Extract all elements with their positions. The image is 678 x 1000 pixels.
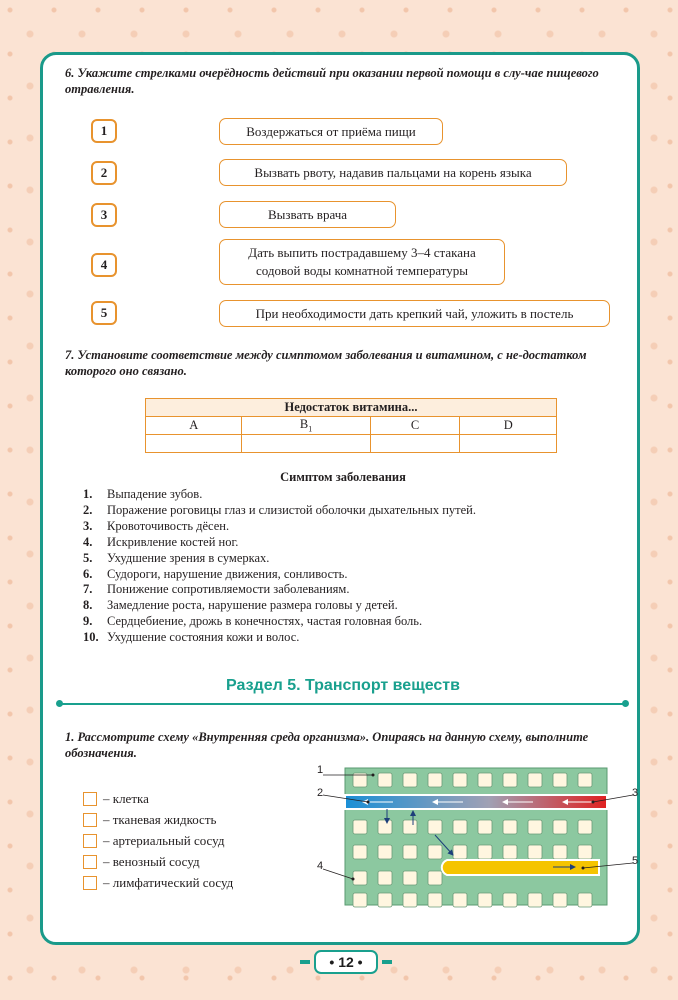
cell [403, 820, 417, 834]
cell [503, 893, 517, 907]
cell [553, 845, 567, 859]
section-title: Раздел 5. Транспорт веществ [226, 677, 460, 694]
step-number-4: 4 [91, 253, 117, 277]
cell [528, 845, 542, 859]
diagram-label-2: 2 [317, 787, 324, 799]
cell [478, 845, 492, 859]
cell [553, 820, 567, 834]
symptom-list [83, 487, 476, 646]
cell [578, 820, 592, 834]
action-box-call-doctor: Вызвать врача [219, 201, 396, 228]
diagram-label-5: 5 [632, 855, 639, 867]
cell [378, 845, 392, 859]
action-box-abstain-food: Воздержаться от приёма пищи [219, 118, 443, 145]
page-number: • 12 • [314, 950, 378, 974]
vitamin-table [145, 398, 557, 453]
cell [453, 820, 467, 834]
cell [478, 893, 492, 907]
footer-ornament-right [382, 960, 392, 964]
answer-checkbox[interactable] [83, 792, 97, 806]
legend-item-vein: – венозный сосуд [83, 851, 233, 872]
legend-list [83, 788, 233, 893]
cell [528, 893, 542, 907]
list-item: 4. Искривление костей ног. [83, 534, 239, 549]
cell [478, 820, 492, 834]
cell [428, 893, 442, 907]
vitamin-column-b1: $B_1$ [242, 417, 370, 435]
divider-dot-right [622, 700, 629, 707]
action-box-soda-water: Дать выпить пострадавшему 3–4 стакана содовой воды комнатной температуры [219, 239, 505, 285]
answer-cell-d[interactable] [460, 435, 557, 453]
cell [453, 893, 467, 907]
legend-item-lymph-vessel: – лимфатический сосуд [83, 872, 233, 893]
cell [378, 820, 392, 834]
cell [503, 820, 517, 834]
cell [353, 820, 367, 834]
list-item: 9. Сердцебиение, дрожь в конечностях, частая головная боль. [83, 614, 423, 629]
cell [353, 845, 367, 859]
legend-item-tissue-fluid: – тканевая жидкость [83, 809, 233, 830]
task7-title: 7. Установите соответствие между симптомом заболевания и витамином, с не-достатком которого оно связано. [65, 348, 587, 378]
list-item: 2. Поражение роговицы глаз и слизистой оболочки дыхательных путей. [83, 502, 476, 517]
cell [403, 893, 417, 907]
cell [378, 893, 392, 907]
section-divider [59, 703, 625, 705]
answer-cell-a[interactable] [146, 435, 242, 453]
list-item: 1. Выпадение зубов. [83, 487, 203, 501]
divider-dot-left [56, 700, 63, 707]
lymphatic-capillary [442, 860, 599, 875]
cell [378, 773, 392, 787]
list-item: 5. Ухудшение зрения в сумерках. [83, 550, 270, 565]
cell [578, 845, 592, 859]
action-box-induce-vomiting: Вызвать рвоту, надавив пальцами на корень языка [219, 159, 567, 186]
step-number-5: 5 [91, 301, 117, 325]
step-number-1: 1 [91, 119, 117, 143]
vitamin-column-c: C [370, 417, 460, 435]
list-item: 7. Понижение сопротивляемости заболеваниям. [83, 582, 350, 597]
step-number-2: 2 [91, 161, 117, 185]
internal-environment-diagram [313, 765, 643, 915]
cell [403, 845, 417, 859]
cell [553, 893, 567, 907]
cell [353, 871, 367, 885]
answer-checkbox[interactable] [83, 876, 97, 890]
answer-checkbox[interactable] [83, 834, 97, 848]
worksheet-page [40, 52, 640, 945]
list-item: 8. Замедление роста, нарушение размера головы у детей. [83, 598, 398, 613]
cell [553, 773, 567, 787]
cell [428, 871, 442, 885]
cell [378, 871, 392, 885]
footer-ornament-left [300, 960, 310, 964]
diagram-label-3: 3 [632, 787, 639, 799]
cell [353, 893, 367, 907]
symptom-title: Симптом заболевания [280, 470, 406, 484]
list-item: 10. Ухудшение состояния кожи и волос. [83, 630, 300, 645]
list-item: 3. Кровоточивость дёсен. [83, 518, 230, 533]
legend-item-artery: – артериальный сосуд [83, 830, 233, 851]
cell [403, 773, 417, 787]
task6-title: 6. Укажите стрелками очерёдность действий при оказании первой помощи в слу-чае пищевого отравления. [65, 66, 599, 96]
cell [503, 773, 517, 787]
task1-title: 1. Рассмотрите схему «Внутренняя среда организма». Опираясь на данную схему, выполните обозначения. [65, 730, 589, 760]
step-number-3: 3 [91, 203, 117, 227]
answer-cell-c[interactable] [370, 435, 460, 453]
action-box-strong-tea: При необходимости дать крепкий чай, уложить в постель [219, 300, 610, 327]
answer-checkbox[interactable] [83, 855, 97, 869]
diagram-label-1: 1 [317, 765, 324, 776]
cell [428, 820, 442, 834]
cell [578, 773, 592, 787]
answer-cell-b1[interactable] [242, 435, 370, 453]
cell [428, 773, 442, 787]
vitamin-column-a: A [146, 417, 242, 435]
vitamin-column-d: D [460, 417, 557, 435]
answer-checkbox[interactable] [83, 813, 97, 827]
cell [428, 845, 442, 859]
cell [503, 845, 517, 859]
diagram-label-4: 4 [317, 860, 324, 872]
cell [478, 773, 492, 787]
cell [528, 773, 542, 787]
cell [528, 820, 542, 834]
cell [403, 871, 417, 885]
vitamin-table-header: Недостаток витамина... [146, 399, 557, 417]
legend-item-cell: – клетка [83, 788, 233, 809]
cell [453, 773, 467, 787]
cell [578, 893, 592, 907]
cell [453, 845, 467, 859]
list-item: 6. Судороги, нарушение движения, сонливость. [83, 566, 348, 581]
